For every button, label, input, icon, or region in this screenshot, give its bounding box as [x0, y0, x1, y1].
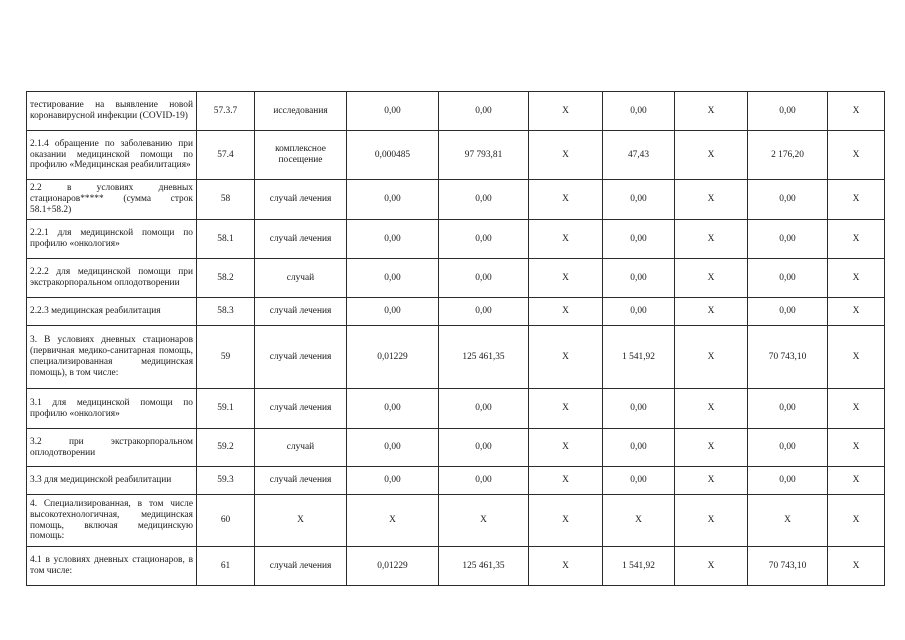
table-row [27, 259, 885, 298]
value-cell-2: 125 461,35 [439, 547, 529, 586]
value-cell-4: X [603, 495, 675, 547]
value-cell-6: X [748, 495, 828, 547]
value-cell-3: X [529, 429, 603, 467]
unit-cell: случай лечения [255, 547, 347, 586]
row-name-cell: 2.2.2 для медицинской помощи при экстракорпоральном оплодотворении [27, 259, 197, 298]
value-cell-7: X [828, 259, 885, 298]
value-cell-7: X [828, 547, 885, 586]
value-cell-7: X [828, 220, 885, 259]
value-cell-5: X [675, 298, 748, 326]
row-name-cell: 2.2.3 медицинская реабилитация [27, 298, 197, 326]
table-row [27, 547, 885, 586]
value-cell-1: X [347, 495, 439, 547]
table-row [27, 220, 885, 259]
value-cell-6: 70 743,10 [748, 326, 828, 389]
value-cell-7: X [828, 495, 885, 547]
value-cell-3: X [529, 389, 603, 429]
row-name-cell: тестирование на выявление новой коронавирусной инфекции (COVID-19) [27, 92, 197, 131]
value-cell-5: X [675, 547, 748, 586]
value-cell-1: 0,00 [347, 220, 439, 259]
value-cell-2: 0,00 [439, 467, 529, 495]
value-cell-7: X [828, 326, 885, 389]
unit-cell: случай лечения [255, 467, 347, 495]
value-cell-6: 0,00 [748, 298, 828, 326]
value-cell-2: 125 461,35 [439, 326, 529, 389]
value-cell-4: 0,00 [603, 92, 675, 131]
value-cell-7: X [828, 298, 885, 326]
unit-cell: случай лечения [255, 298, 347, 326]
unit-cell: X [255, 495, 347, 547]
value-cell-2: 97 793,81 [439, 131, 529, 180]
unit-cell: исследования [255, 92, 347, 131]
value-cell-1: 0,00 [347, 298, 439, 326]
table-row [27, 180, 885, 220]
row-code-cell: 58.2 [197, 259, 255, 298]
value-cell-7: X [828, 389, 885, 429]
row-code-cell: 59.2 [197, 429, 255, 467]
row-code-cell: 59 [197, 326, 255, 389]
unit-cell: случай лечения [255, 180, 347, 220]
value-cell-2: 0,00 [439, 180, 529, 220]
value-cell-4: 1 541,92 [603, 547, 675, 586]
row-code-cell: 59.1 [197, 389, 255, 429]
value-cell-4: 0,00 [603, 259, 675, 298]
table-row [27, 495, 885, 547]
row-name-cell: 3.1 для медицинской помощи по профилю «онкология» [27, 389, 197, 429]
value-cell-1: 0,01229 [347, 326, 439, 389]
row-code-cell: 58.3 [197, 298, 255, 326]
unit-cell: случай лечения [255, 326, 347, 389]
unit-cell: случай лечения [255, 389, 347, 429]
row-name-cell: 2.1.4 обращение по заболеванию при оказании медицинской помощи по профилю «Медицинская реабилитация» [27, 131, 197, 180]
table-body [27, 92, 885, 586]
value-cell-6: 2 176,20 [748, 131, 828, 180]
value-cell-7: X [828, 429, 885, 467]
value-cell-2: 0,00 [439, 429, 529, 467]
row-code-cell: 58 [197, 180, 255, 220]
value-cell-7: X [828, 467, 885, 495]
value-cell-6: 0,00 [748, 389, 828, 429]
value-cell-4: 0,00 [603, 429, 675, 467]
unit-cell: случай [255, 429, 347, 467]
value-cell-5: X [675, 326, 748, 389]
value-cell-4: 1 541,92 [603, 326, 675, 389]
value-cell-1: 0,00 [347, 92, 439, 131]
value-cell-1: 0,00 [347, 389, 439, 429]
value-cell-2: 0,00 [439, 92, 529, 131]
value-cell-3: X [529, 298, 603, 326]
row-name-cell: 3.3 для медицинской реабилитации [27, 467, 197, 495]
value-cell-1: 0,00 [347, 259, 439, 298]
row-name-cell: 2.2.1 для медицинской помощи по профилю «онкология» [27, 220, 197, 259]
value-cell-4: 0,00 [603, 220, 675, 259]
value-cell-2: X [439, 495, 529, 547]
unit-cell: случай [255, 259, 347, 298]
row-name-cell: 2.2 в условиях дневных стационаров***** (сумма строк 58.1+58.2) [27, 180, 197, 220]
value-cell-6: 0,00 [748, 180, 828, 220]
row-code-cell: 59.3 [197, 467, 255, 495]
row-code-cell: 57.3.7 [197, 92, 255, 131]
value-cell-2: 0,00 [439, 220, 529, 259]
row-name-cell: 3.2 при экстракорпоральном оплодотворении [27, 429, 197, 467]
value-cell-6: 70 743,10 [748, 547, 828, 586]
row-code-cell: 58.1 [197, 220, 255, 259]
value-cell-3: X [529, 259, 603, 298]
value-cell-4: 0,00 [603, 389, 675, 429]
value-cell-4: 0,00 [603, 467, 675, 495]
value-cell-1: 0,00 [347, 467, 439, 495]
tariff-table [26, 91, 885, 586]
value-cell-1: 0,00 [347, 429, 439, 467]
table-row [27, 131, 885, 180]
unit-cell: комплексное посещение [255, 131, 347, 180]
value-cell-5: X [675, 259, 748, 298]
value-cell-3: X [529, 495, 603, 547]
value-cell-1: 0,00 [347, 180, 439, 220]
value-cell-3: X [529, 467, 603, 495]
value-cell-7: X [828, 131, 885, 180]
value-cell-3: X [529, 92, 603, 131]
value-cell-5: X [675, 92, 748, 131]
value-cell-2: 0,00 [439, 298, 529, 326]
value-cell-2: 0,00 [439, 389, 529, 429]
value-cell-5: X [675, 495, 748, 547]
row-name-cell: 3. В условиях дневных стационаров (первичная медико-санитарная помощь, специализированная медицинская помощь), в том числе: [27, 326, 197, 389]
value-cell-4: 0,00 [603, 180, 675, 220]
value-cell-5: X [675, 429, 748, 467]
value-cell-3: X [529, 547, 603, 586]
value-cell-7: X [828, 92, 885, 131]
table-row [27, 467, 885, 495]
value-cell-3: X [529, 131, 603, 180]
value-cell-6: 0,00 [748, 220, 828, 259]
table-row [27, 326, 885, 389]
value-cell-4: 0,00 [603, 298, 675, 326]
row-name-cell: 4.1 в условиях дневных стационаров, в том числе: [27, 547, 197, 586]
value-cell-1: 0,000485 [347, 131, 439, 180]
value-cell-2: 0,00 [439, 259, 529, 298]
value-cell-6: 0,00 [748, 92, 828, 131]
row-name-cell: 4. Специализированная, в том числе высокотехнологичная, медицинская помощь, включая медицинскую помощь: [27, 495, 197, 547]
value-cell-5: X [675, 131, 748, 180]
value-cell-7: X [828, 180, 885, 220]
value-cell-3: X [529, 326, 603, 389]
value-cell-6: 0,00 [748, 429, 828, 467]
value-cell-6: 0,00 [748, 467, 828, 495]
table-row [27, 298, 885, 326]
value-cell-3: X [529, 180, 603, 220]
table-row [27, 429, 885, 467]
row-code-cell: 57.4 [197, 131, 255, 180]
value-cell-4: 47,43 [603, 131, 675, 180]
row-code-cell: 61 [197, 547, 255, 586]
unit-cell: случай лечения [255, 220, 347, 259]
table-row [27, 92, 885, 131]
value-cell-5: X [675, 467, 748, 495]
value-cell-6: 0,00 [748, 259, 828, 298]
value-cell-5: X [675, 389, 748, 429]
value-cell-3: X [529, 220, 603, 259]
value-cell-5: X [675, 220, 748, 259]
value-cell-5: X [675, 180, 748, 220]
table-row [27, 389, 885, 429]
value-cell-1: 0,01229 [347, 547, 439, 586]
row-code-cell: 60 [197, 495, 255, 547]
